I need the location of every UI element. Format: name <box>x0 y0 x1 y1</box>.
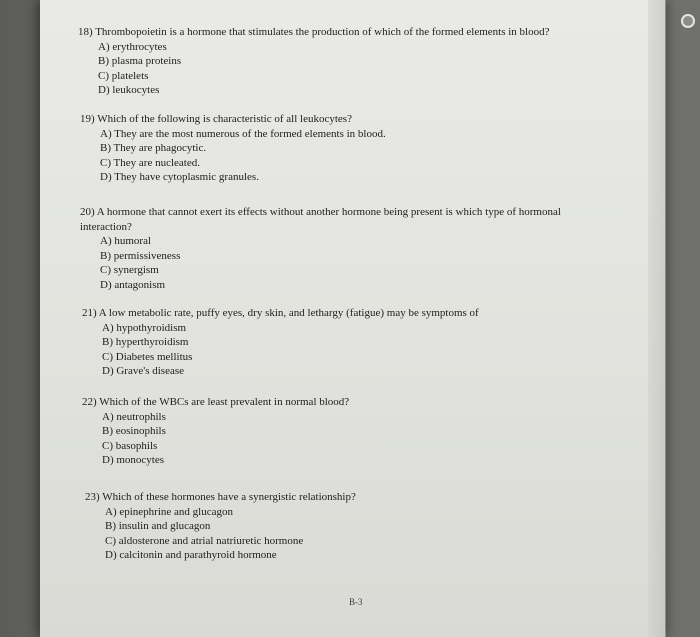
answer-option-c: C) basophils <box>102 439 158 452</box>
answer-option-b: B) They are phagocytic. <box>100 142 207 154</box>
question-stem: 21) A low metabolic rate, puffy eyes, dry skin, and lethargy (fatigue) may be symptoms of <box>82 307 479 319</box>
paper-edge <box>648 0 666 637</box>
answer-option-b: B) insulin and glucagon <box>105 520 211 532</box>
answer-option-d: D) calcitonin and parathyroid hormone <box>105 549 277 561</box>
answer-option-c: C) aldosterone and atrial natriuretic hormone <box>105 534 304 547</box>
question-21 <box>82 306 602 379</box>
answer-option-d: D) They have cytoplasmic granules. <box>100 171 259 183</box>
answer-option-b: B) plasma proteins <box>98 55 182 67</box>
answer-option-c: C) platelets <box>98 69 149 82</box>
question-stem: 22) Which of the WBCs are least prevalent in normal blood? <box>82 396 350 408</box>
answer-option-d: D) monocytes <box>102 454 165 466</box>
answer-option-a: A) humoral <box>100 235 152 247</box>
answer-option-a: A) hypothyroidism <box>102 321 187 334</box>
question-19 <box>80 112 600 185</box>
question-stem: 19) Which of the following is characteristic of all leukocytes? <box>80 113 352 125</box>
answer-option-d: D) Grave's disease <box>102 365 185 377</box>
answer-option-c: C) Diabetes mellitus <box>102 350 193 363</box>
answer-option-b: B) eosinophils <box>102 425 166 437</box>
answer-option-c: C) synergism <box>100 264 159 276</box>
ring-icon <box>681 14 695 28</box>
answer-option-b: B) hyperthyroidism <box>102 336 189 348</box>
answer-option-c: C) They are nucleated. <box>100 156 200 169</box>
question-stem: 23) Which of these hormones have a synergistic relationship? <box>85 491 356 503</box>
answer-option-a: A) epinephrine and glucagon <box>105 505 233 518</box>
question-stem: 20) A hormone that cannot exert its effects without another hormone being present is which type of hormonal interaction? <box>80 206 561 233</box>
question-stem: 18) Thrombopoietin is a hormone that stimulates the production of which of the formed elements in blood? <box>78 26 550 38</box>
answer-option-d: D) leukocytes <box>98 84 160 96</box>
question-20 <box>80 205 600 292</box>
page-number: B-3 <box>349 597 363 607</box>
answer-option-a: A) They are the most numerous of the formed elements in blood. <box>100 127 386 140</box>
question-23 <box>85 490 605 563</box>
question-18 <box>78 25 598 98</box>
answer-option-a: A) neutrophils <box>102 410 166 423</box>
question-22 <box>82 395 602 468</box>
answer-option-a: A) erythrocytes <box>98 40 167 53</box>
answer-option-d: D) antagonism <box>100 278 166 291</box>
answer-option-b: B) permissiveness <box>100 249 181 262</box>
